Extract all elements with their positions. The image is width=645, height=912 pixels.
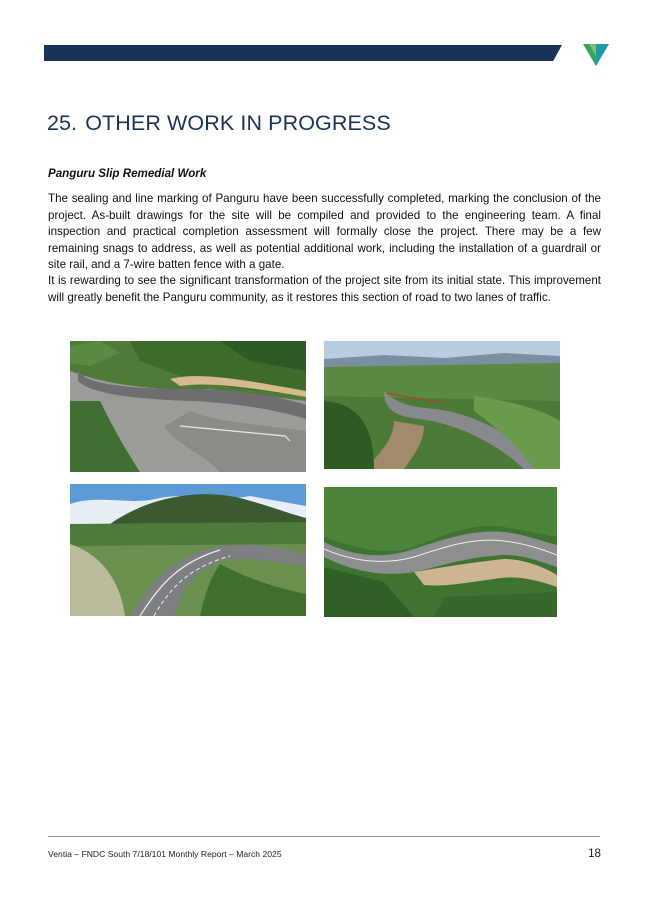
site-photo-3 <box>70 484 306 616</box>
ventia-logo-icon <box>583 42 609 66</box>
site-photo-4 <box>324 487 557 617</box>
site-photo-2 <box>324 341 560 469</box>
paragraph-1: The sealing and line marking of Panguru have been successfully completed, marking the conclusion of the project. As-built drawings for the site will be compiled and provided to the engineering team. A final inspection and practical completion assessment will formally close the project. There may be a few remaining snags to address, as well as potential additional work, including the installation of a guardrail or site rail, and a 7-wire batten fence with a gate. <box>48 192 601 272</box>
site-photo-1 <box>70 341 306 472</box>
section-title-text: OTHER WORK IN PROGRESS <box>85 111 391 135</box>
header-bar <box>44 45 562 61</box>
paragraph-2: It is rewarding to see the significant transformation of the project site from its initial state. This improvement will greatly benefit the Panguru community, as it restores this section of road to two lanes of traffic. <box>48 274 601 304</box>
section-title <box>47 111 391 136</box>
footer-text: Ventia – FNDC South 7/18/101 Monthly Report – March 2025 <box>48 849 282 859</box>
footer-rule <box>48 836 600 837</box>
subheading: Panguru Slip Remedial Work <box>48 167 207 180</box>
page-number: 18 <box>588 847 601 860</box>
section-number: 25. <box>47 111 78 135</box>
